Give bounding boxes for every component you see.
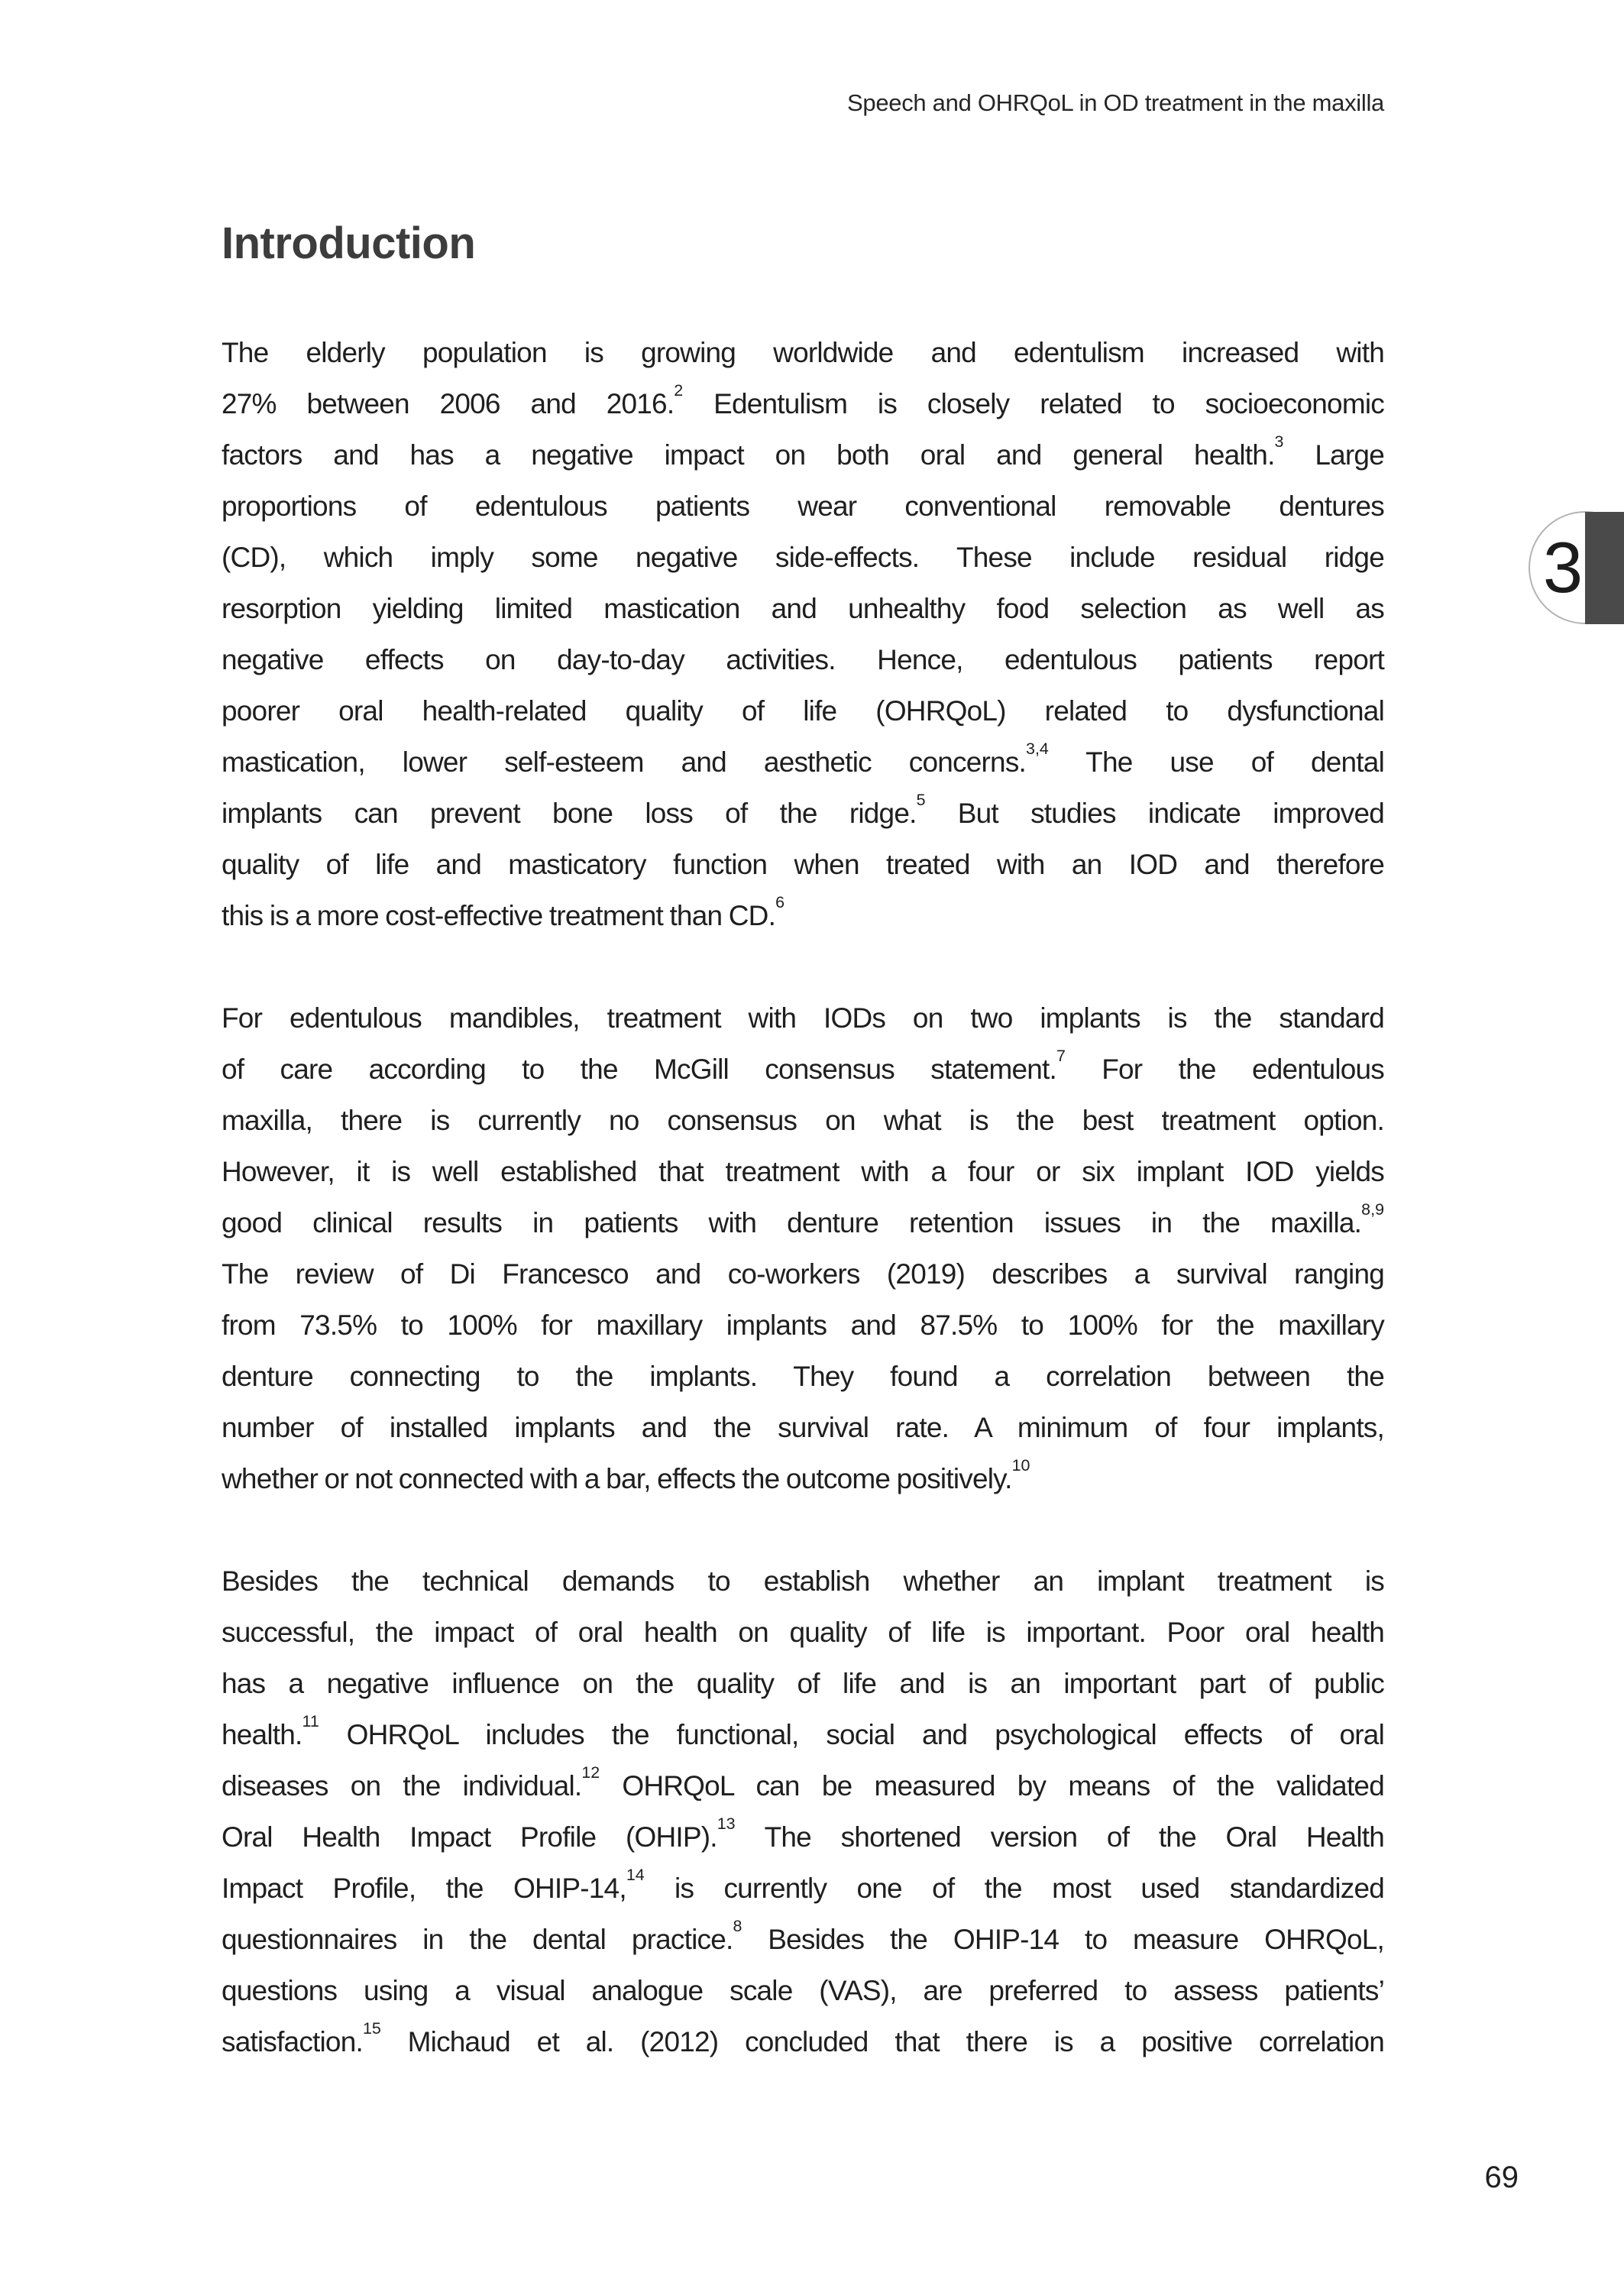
text-line: proportions of edentulous patients wear conventional removable dentures <box>222 490 1384 522</box>
text-column <box>222 0 1384 2119</box>
text-line: Impact Profile, the OHIP-14,14 is currently one of the most used standardized <box>222 1866 1385 1904</box>
text-line: poorer oral health-related quality of life (OHRQoL) related to dysfunctional <box>222 695 1384 727</box>
text-line: For edentulous mandibles, treatment with IODs on two implants is the standard <box>222 1002 1384 1034</box>
text-line: Besides the technical demands to establish whether an implant treatment is <box>222 1565 1384 1597</box>
text-line: negative effects on day-to-day activities. Hence, edentulous patients report <box>222 644 1384 675</box>
text-line: successful, the impact of oral health on quality of life is important. Poor oral health <box>222 1617 1384 1648</box>
reference-superscript: 11 <box>302 1712 319 1731</box>
text-line: of care according to the McGill consensus statement.$^7$ For the edentulous <box>222 1047 1384 1085</box>
chapter-number: 3 <box>1542 527 1584 607</box>
text-line: questionnaires in the dental practice.$^8$ Besides the OHIP-14 to measure OHRQoL, <box>222 1917 1385 1955</box>
reference-superscript: 5 <box>916 791 926 810</box>
text-line: health.$^{11}$ OHRQoL includes the functional, social and psychological effects of oral <box>222 1712 1384 1750</box>
text-line: maxilla, there is currently no consensus on what is the best treatment option. <box>222 1105 1384 1136</box>
paragraph <box>222 327 1384 941</box>
text-line: questions using a visual analogue scale (VAS), are preferred to assess patients’ <box>222 1975 1384 2006</box>
reference-superscript: 13 <box>717 1814 736 1834</box>
running-header: Speech and OHRQoL in OD treatment in the maxilla <box>847 89 1384 116</box>
reference-superscript: 10 <box>1011 1456 1030 1475</box>
text-line: Oral Health Impact Profile (OHIP).$^{13}$ The shortened version of the Oral Health <box>222 1814 1384 1853</box>
section-title: Introduction <box>222 219 476 268</box>
reference-superscript: 8,9 <box>1361 1200 1384 1219</box>
text-line: mastication, lower self-esteem and aesthetic concerns.$^{3,4}$ The use of dental <box>222 740 1384 778</box>
reference-superscript: 12 <box>581 1763 600 1782</box>
chapter-tab <box>1585 512 1624 624</box>
page-number: 69 <box>1484 2161 1519 2194</box>
text-line: 27% between 2006 and 2016.$^2$ Edentulism is closely related to socioeconomic <box>222 381 1384 419</box>
text-line: resorption yielding limited mastication and unhealthy food selection as well as <box>222 593 1384 624</box>
text-line: (CD), which imply some negative side-effects. These include residual ridge <box>222 542 1384 573</box>
text-line: quality of life and masticatory function when treated with an IOD and therefore <box>222 849 1384 880</box>
text-line: implants can prevent bone loss of the ridge.$^5$ But studies indicate improved <box>222 791 1384 829</box>
text-line: However, it is well established that treatment with a four or six implant IOD yields <box>222 1156 1384 1187</box>
paragraph <box>222 992 1384 1504</box>
reference-superscript: 2 <box>674 381 684 400</box>
text-line: satisfaction.$^{15}$ Michaud et al. (2012) concluded that there is a positive correlation <box>222 2019 1384 2057</box>
reference-superscript: 15 <box>362 2019 381 2038</box>
reference-superscript: 7 <box>1056 1047 1066 1066</box>
text-line: diseases on the individual.$^{12}$ OHRQoL can be measured by means of the validated <box>222 1763 1384 1802</box>
text-line: from 73.5% to 100% for maxillary implants and 87.5% to 100% for the maxillary <box>222 1309 1384 1341</box>
text-line: The elderly population is growing worldwide and edentulism increased with <box>222 337 1384 368</box>
text-line: good clinical results in patients with denture retention issues in the maxilla.$^{8,9}$ <box>222 1200 1384 1238</box>
text-line: factors and has a negative impact on both oral and general health.$^3$ Large <box>222 432 1384 471</box>
body-text <box>222 327 1384 2067</box>
text-line: denture connecting to the implants. They found a correlation between the <box>222 1361 1384 1392</box>
paragraph <box>222 1556 1384 2067</box>
text-line: number of installed implants and the survival rate. A minimum of four implants, <box>222 1412 1384 1443</box>
reference-superscript: 3,4 <box>1026 740 1049 759</box>
reference-superscript: 8 <box>733 1917 742 1936</box>
text-line: whether or not connected with a bar, effects the outcome positively.$^{10}$ <box>222 1456 1030 1494</box>
text-line: The review of Di Francesco and co-workers (2019) describes a survival ranging <box>222 1258 1384 1290</box>
reference-superscript: 3 <box>1274 432 1284 452</box>
reference-superscript: 14 <box>626 1866 645 1885</box>
text-line: this is a more cost-effective treatment than CD.$^6$ <box>222 893 785 931</box>
text-line: has a negative influence on the quality of life and is an important part of public <box>222 1668 1384 1699</box>
reference-superscript: 6 <box>775 893 785 912</box>
